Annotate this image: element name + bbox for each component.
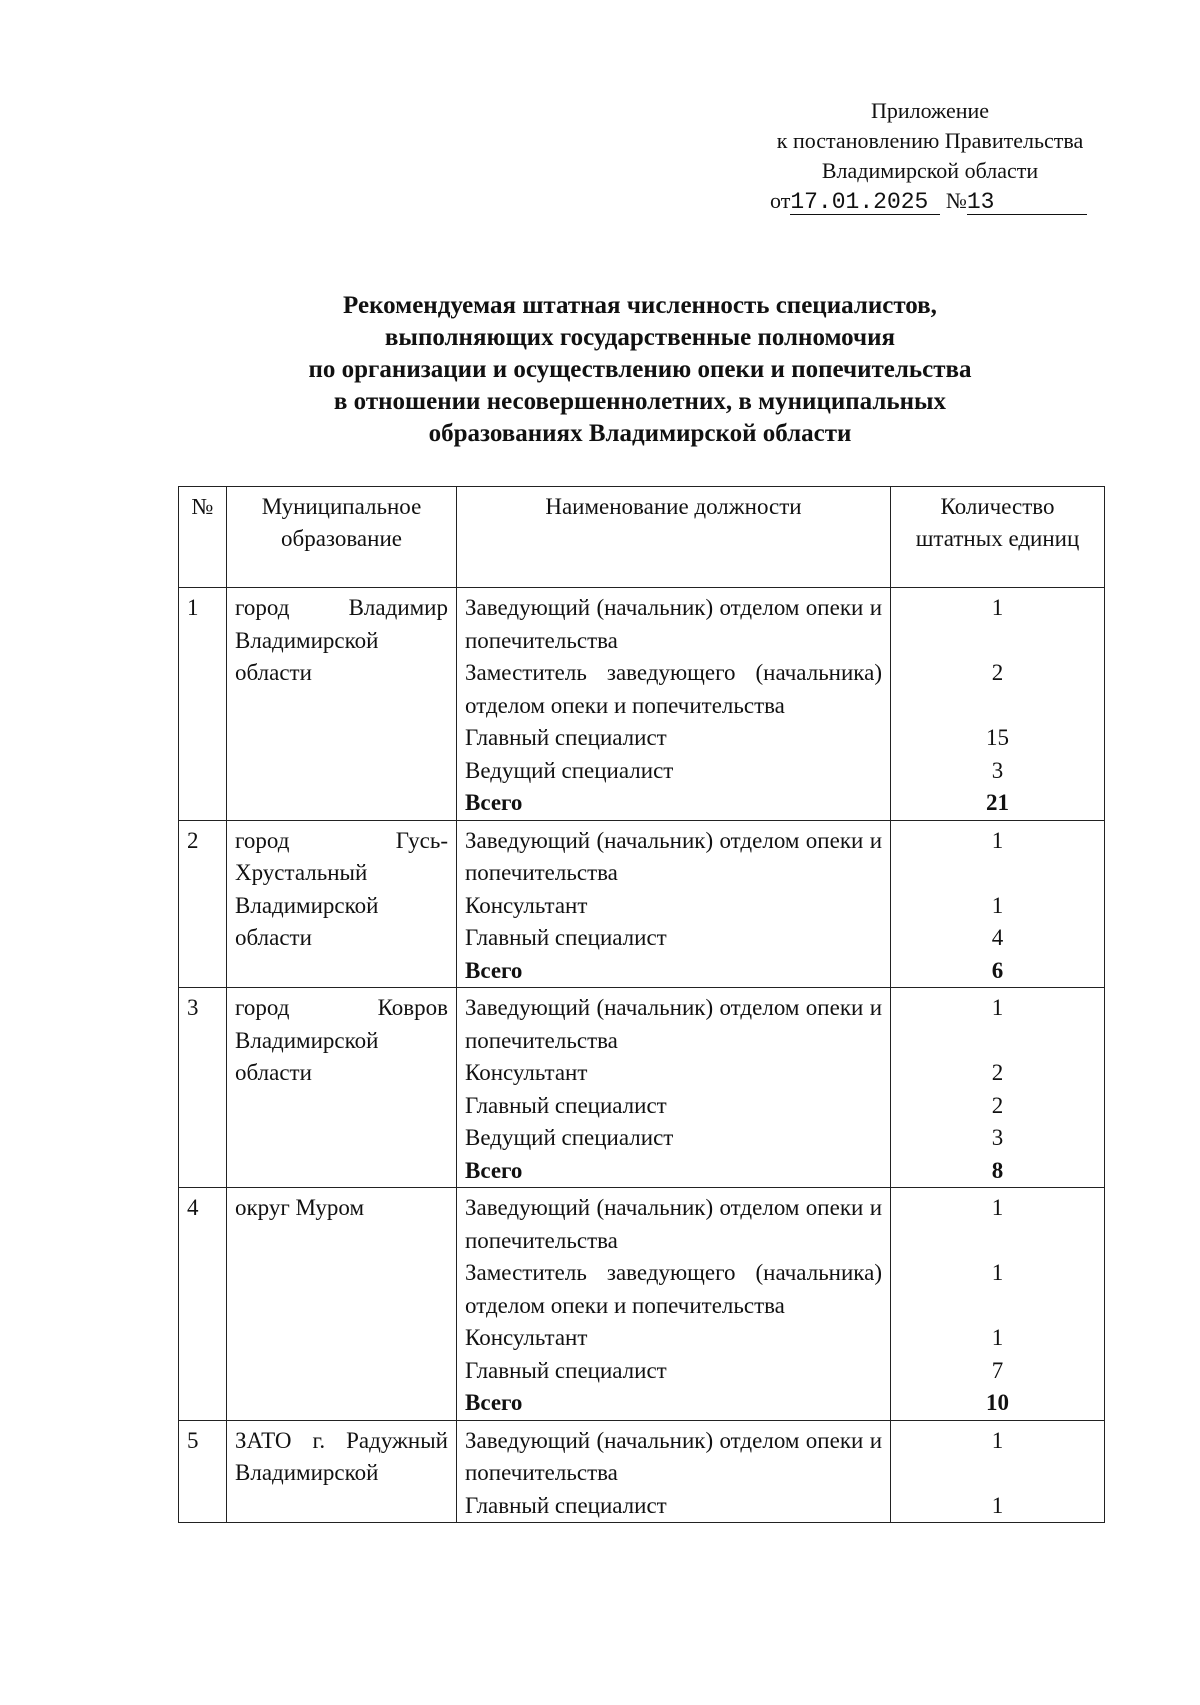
staff-table xyxy=(178,486,1105,1523)
counts-cell xyxy=(891,820,1105,988)
row-number: 1 xyxy=(179,588,227,821)
counts-cell xyxy=(891,1420,1105,1523)
document-title xyxy=(200,290,1080,450)
date-prefix: от xyxy=(770,188,791,213)
position-count: 1 xyxy=(991,892,1004,918)
title-line: в отношении несовершеннолетних, в муниципальных xyxy=(333,388,947,415)
position-count: 1 xyxy=(991,1325,1004,1350)
table-header-row xyxy=(179,487,1105,588)
position-name: Заведующий (начальник) отделом опеки и попечительства xyxy=(465,1195,882,1253)
header-count: Количество штатных единиц xyxy=(891,487,1105,588)
table-row xyxy=(179,588,1105,821)
counts-cell xyxy=(891,988,1105,1188)
positions-cell xyxy=(457,1420,891,1523)
row-number: 4 xyxy=(179,1188,227,1421)
position-name: Главный специалист xyxy=(465,1357,667,1383)
title-line: образованиях Владимирской области xyxy=(428,420,852,447)
position-count: 2 xyxy=(991,1060,1004,1085)
positions-cell xyxy=(457,988,891,1188)
total-label: Всего xyxy=(465,1157,523,1183)
table-row xyxy=(179,1420,1105,1523)
decree-number: 13 xyxy=(967,190,1087,215)
position-count: 7 xyxy=(991,1357,1004,1383)
appendix-label: Приложение xyxy=(870,98,990,123)
row-number: 3 xyxy=(179,988,227,1188)
total-label: Всего xyxy=(465,1390,523,1415)
positions-cell xyxy=(457,820,891,988)
header-number: № xyxy=(179,487,227,588)
position-name: Ведущий специалист xyxy=(465,757,674,783)
position-name: Главный специалист xyxy=(465,1492,667,1518)
row-number: 2 xyxy=(179,820,227,988)
position-name: Консультант xyxy=(465,1325,588,1350)
decree-date-line xyxy=(750,186,1110,216)
total-value: 10 xyxy=(986,1390,1009,1415)
positions-cell xyxy=(457,588,891,821)
title-line: по организации и осуществлению опеки и попечительства xyxy=(308,356,972,383)
total-value: 21 xyxy=(986,790,1009,815)
position-name: Заведующий (начальник) отделом опеки и попечительства xyxy=(465,827,882,885)
table-body xyxy=(179,588,1105,1523)
position-name: Заместитель заведующего (начальника) отделом опеки и попечительства xyxy=(465,660,882,718)
municipality-name: город Владимир Владимирской области xyxy=(227,588,457,821)
title-line: выполняющих государственные полномочия xyxy=(384,324,896,351)
position-count: 4 xyxy=(991,925,1004,950)
position-count: 15 xyxy=(986,725,1009,750)
header-municipality: Муниципальное образование xyxy=(227,487,457,588)
municipality-name: ЗАТО г. Радужный Владимирской xyxy=(227,1420,457,1523)
title-line: Рекомендуемая штатная численность специалистов, xyxy=(343,292,937,319)
position-name: Заместитель заведующего (начальника) отделом опеки и попечительства xyxy=(465,1260,882,1318)
position-name: Заведующий (начальник) отделом опеки и попечительства xyxy=(465,595,882,653)
table-row xyxy=(179,988,1105,1188)
position-count: 1 xyxy=(991,595,1004,620)
total-label: Всего xyxy=(465,957,523,983)
position-count: 3 xyxy=(991,1125,1004,1150)
position-count: 1 xyxy=(991,1260,1004,1285)
position-name: Главный специалист xyxy=(465,725,667,750)
position-name: Заведующий (начальник) отделом опеки и попечительства xyxy=(465,1427,882,1485)
position-count: 1 xyxy=(991,1195,1004,1220)
municipality-name: округ Муром xyxy=(227,1188,457,1421)
decree-date: 17.01.2025 xyxy=(790,190,940,215)
appendix-region: Владимирской области xyxy=(821,158,1039,183)
position-count: 2 xyxy=(991,660,1004,685)
positions-cell xyxy=(457,1188,891,1421)
table-row xyxy=(179,1188,1105,1421)
total-value: 8 xyxy=(991,1157,1004,1183)
header-position: Наименование должности xyxy=(457,487,891,588)
position-name: Консультант xyxy=(465,892,588,918)
appendix-decree: к постановлению Правительства xyxy=(776,128,1084,153)
position-count: 3 xyxy=(991,757,1004,783)
row-number: 5 xyxy=(179,1420,227,1523)
municipality-name: город Ковров Владимирской области xyxy=(227,988,457,1188)
counts-cell xyxy=(891,588,1105,821)
position-name: Ведущий специалист xyxy=(465,1125,674,1150)
position-name: Главный специалист xyxy=(465,1092,667,1118)
position-count: 2 xyxy=(991,1092,1004,1118)
municipality-name: город Гусь-Хрустальный Владимирской области xyxy=(227,820,457,988)
position-count: 1 xyxy=(991,1492,1004,1518)
position-name: Заведующий (начальник) отделом опеки и попечительства xyxy=(465,995,882,1053)
position-name: Главный специалист xyxy=(465,925,667,950)
total-value: 6 xyxy=(991,957,1004,983)
position-count: 1 xyxy=(991,995,1004,1020)
position-name: Консультант xyxy=(465,1060,588,1085)
appendix-header xyxy=(750,96,1110,216)
number-prefix: № xyxy=(945,188,967,213)
table-row xyxy=(179,820,1105,988)
total-label: Всего xyxy=(465,790,523,815)
position-count: 1 xyxy=(991,827,1004,853)
counts-cell xyxy=(891,1188,1105,1421)
position-count: 1 xyxy=(991,1427,1004,1453)
